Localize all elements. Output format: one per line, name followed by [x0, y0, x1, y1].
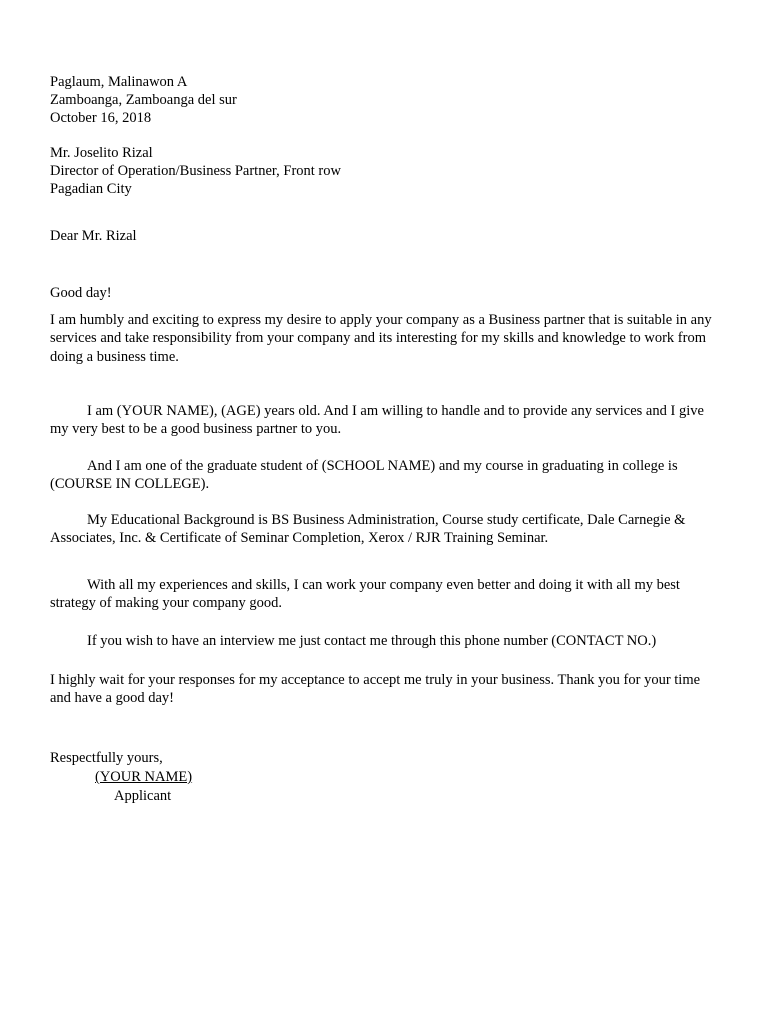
sender-address: Zamboanga, Zamboanga del sur [50, 92, 237, 108]
body-paragraph-name-age: I am (YOUR NAME), (AGE) years old. And I am willing to handle and to provide any services and I give my very best to be a good business partner to you. [50, 403, 704, 438]
complimentary-close: Respectfully yours, [50, 750, 163, 766]
recipient-name: Mr. Joselito Rizal [50, 145, 153, 161]
body-paragraph-closing: I highly wait for your responses for my acceptance to accept me truly in your business. Thank you for your time and have a good day! [50, 672, 701, 707]
body-paragraph-intro: I am humbly and exciting to express my desire to apply your company as a Business partner that is suitable in any services and take responsibility from your company and its interesting for my skills and knowledge to work from doing a business time. [50, 312, 712, 365]
greeting: Good day! [50, 285, 112, 301]
recipient-city: Pagadian City [50, 181, 132, 197]
body-paragraph-school: And I am one of the graduate student of (SCHOOL NAME) and my course in graduating in college is (COURSE IN COLLEGE). [50, 458, 678, 493]
recipient-title: Director of Operation/Business Partner, Front row [50, 163, 341, 179]
letter-date: October 16, 2018 [50, 110, 152, 126]
body-paragraph-experience: With all my experiences and skills, I can work your company even better and doing it with all my best strategy of making your company good. [50, 577, 680, 612]
body-paragraph-contact: If you wish to have an interview me just contact me through this phone number (CONTACT NO.) [87, 633, 657, 649]
signature-title: Applicant [114, 788, 172, 804]
salutation: Dear Mr. Rizal [50, 228, 137, 244]
sender-name: Paglaum, Malinawon A [50, 74, 188, 90]
signature-name: (YOUR NAME) [95, 769, 193, 785]
body-paragraph-education: My Educational Background is BS Business Administration, Course study certificate, Dale Carnegie & Associates, Inc. & Certificate of Seminar Completion, Xerox / RJR Training Seminar. [50, 512, 686, 547]
